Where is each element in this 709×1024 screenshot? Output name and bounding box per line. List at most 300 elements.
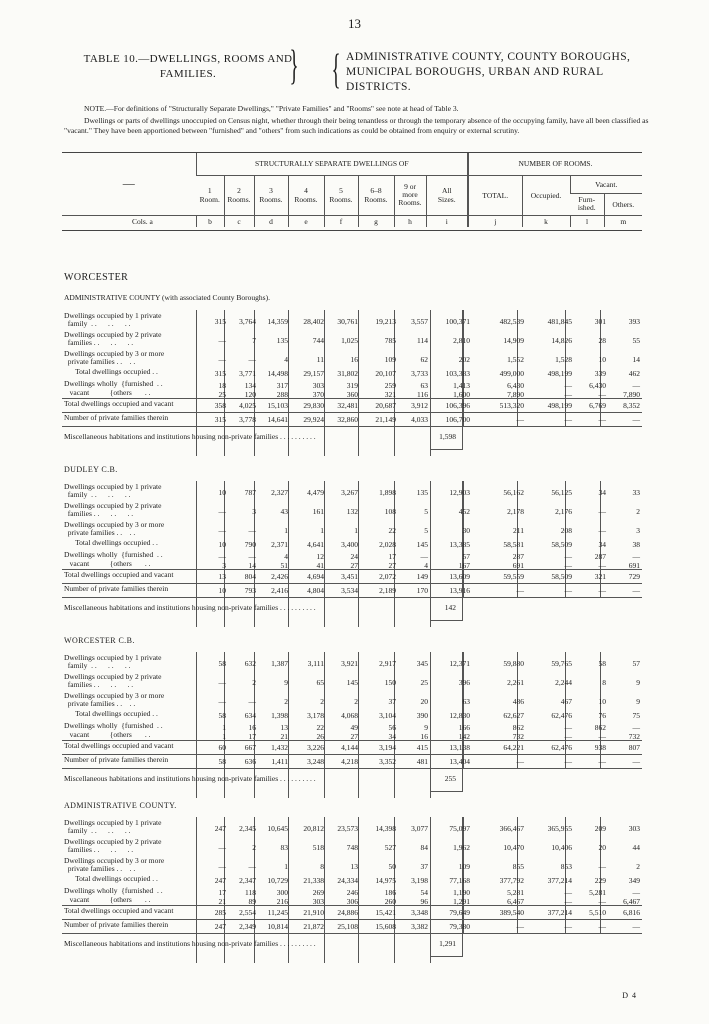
table-cell: — [218, 678, 226, 687]
table-cell: 58,509 [551, 572, 572, 581]
table-cell: 3,178 [307, 711, 324, 720]
table-row-private-families [62, 414, 642, 426]
table-cell: 358 [214, 401, 226, 410]
col-header-total: TOTAL. [468, 175, 522, 215]
table-cell: 10,470 [503, 843, 524, 852]
table-cell: 58 [218, 711, 226, 720]
table-cell: 20,687 [375, 401, 396, 410]
table-cell: 790 [244, 540, 256, 549]
row-label: Total dwellings occupied and vacant [64, 741, 174, 750]
row-label: Number of private families therein [64, 755, 169, 764]
col-header-occupied: Occupied. [522, 175, 570, 215]
table-cell: 3,248 [307, 757, 324, 766]
table-cell: 9 [424, 723, 428, 732]
table-subtitle-line-1: ADMINISTRATIVE COUNTY, COUNTY BOROUGHS, [346, 51, 631, 63]
table-cell: — [218, 552, 226, 561]
table-cell: 691 [628, 561, 640, 570]
table-row-one-family [62, 819, 642, 837]
table-cell: 56 [388, 723, 396, 732]
table-cell: 20 [420, 697, 428, 706]
col-letter: l [570, 215, 604, 227]
table-cell: 14 [632, 355, 640, 364]
table-cell: 2,917 [379, 659, 396, 668]
table-cell: — [564, 586, 572, 595]
row-label: Dwellings occupied by 2 private families . . . . . . [64, 672, 162, 690]
table-cell: 2,347 [239, 876, 256, 885]
table-cell: 390 [416, 711, 428, 720]
row-label: Dwellings occupied by 1 private family . . . . . . [64, 482, 162, 500]
misc-habitations-label: Miscellaneous habitations and institutions housing non-private families . . . . . . . . . . [64, 774, 316, 783]
table-cell: — [218, 526, 226, 535]
table-row-private-families [62, 921, 642, 933]
table-row-vacant-others [62, 896, 642, 905]
row-label: Dwellings wholly {furnished . . [64, 379, 163, 388]
row-label: Dwellings occupied by 1 private family . . . . . . [64, 311, 162, 329]
table-cell: — [632, 922, 640, 931]
table-cell: — [564, 888, 572, 897]
table-row-two-families [62, 673, 642, 691]
table-cell: 321 [594, 572, 606, 581]
table-cell: 211 [513, 526, 524, 535]
table-cell: 3,778 [239, 415, 256, 424]
table-cell: 3,921 [341, 659, 358, 668]
table-cell: 5 [424, 526, 428, 535]
col-letter: j [468, 215, 522, 227]
row-label: Total dwellings occupied and vacant [64, 570, 174, 579]
table-cell: 1,898 [379, 488, 396, 497]
col-letter: i [426, 215, 468, 227]
row-label: Dwellings occupied by 3 or more private families . . . . [64, 856, 165, 874]
table-cell: 21,338 [303, 876, 324, 885]
table-cell: 58 [218, 757, 226, 766]
table-cell: — [564, 757, 572, 766]
table-cell: 807 [628, 743, 640, 752]
note-line: NOTE.—For definitions of "Structurally Separate Dwellings," "Private Families" and "Rooms" see note at head of Table 3. [84, 104, 459, 113]
table-cell: 1 [320, 526, 324, 535]
row-label: Dwellings wholly {furnished . . [64, 550, 163, 559]
table-cell: 18 [218, 381, 226, 390]
table-cell: 3,400 [341, 540, 358, 549]
table-cell: 25 [218, 390, 226, 399]
table-cell: 16 [350, 355, 358, 364]
table-cell: 2,349 [239, 922, 256, 931]
misc-habitations-value: 1,291 [439, 939, 456, 948]
table-cell: 3,352 [379, 757, 396, 766]
table-cell: 76 [598, 711, 606, 720]
table-cell: 166 [458, 723, 470, 732]
table-cell: — [564, 922, 572, 931]
table-cell: 17 [218, 888, 226, 897]
table-cell: 44 [632, 843, 640, 852]
table-cell: 269 [312, 888, 324, 897]
cols-label: Cols. a [132, 216, 153, 226]
table-cell: 2,244 [555, 678, 572, 687]
row-label: Number of private families therein [64, 413, 169, 422]
table-cell: 21,910 [303, 908, 324, 917]
table-cell: 1,411 [271, 757, 288, 766]
table-cell: 12,903 [449, 488, 470, 497]
table-cell: 1 [222, 723, 226, 732]
row-rule [62, 426, 642, 427]
table-cell: 396 [458, 678, 470, 687]
table-cell: 319 [346, 381, 358, 390]
row-label: Dwellings occupied by 1 private family . . . . . . [64, 653, 162, 671]
table-cell: 58 [598, 659, 606, 668]
table-cell: 2 [252, 843, 256, 852]
table-cell: 377,792 [499, 876, 524, 885]
misc-habitations-value: 1,598 [439, 432, 456, 441]
table-cell: 1,600 [453, 390, 470, 399]
table-cell: 748 [346, 843, 358, 852]
table-cell: 50 [388, 862, 396, 871]
row-label: vacant {others . . [64, 895, 151, 904]
table-cell: 58,509 [551, 540, 572, 549]
table-row-three-plus-families [62, 857, 642, 875]
table-cell: 22 [316, 723, 324, 732]
col-letter: e [288, 215, 324, 227]
table-cell: 2 [252, 678, 256, 687]
table-cell: 20,812 [303, 824, 324, 833]
table-cell: 62,476 [551, 743, 572, 752]
table-cell: 498,199 [547, 369, 572, 378]
table-cell: 4,218 [341, 757, 358, 766]
table-cell: 30 [462, 526, 470, 535]
table-cell: 109 [384, 355, 396, 364]
table-cell: 11 [316, 355, 324, 364]
col-letter: m [604, 215, 642, 227]
table-cell: 209 [594, 824, 606, 833]
col-header-1-room: 1 Room. [199, 186, 220, 204]
county-heading: WORCESTER [64, 272, 129, 283]
table-cell: 2,028 [379, 540, 396, 549]
table-cell: 938 [594, 743, 606, 752]
table-cell: 54 [420, 888, 428, 897]
col-header-9-more-rooms: 9 or more Rooms. [394, 175, 426, 215]
table-cell: 14,826 [551, 336, 572, 345]
table-cell: 10 [598, 697, 606, 706]
section-name-dudley: DUDLEY C.B. [64, 465, 118, 474]
table-cell: 170 [416, 586, 428, 595]
table-cell: 3,912 [411, 401, 428, 410]
table-cell: — [598, 732, 606, 741]
table-cell: 6,816 [623, 908, 640, 917]
table-cell: 7,890 [623, 390, 640, 399]
table-cell: 303 [312, 897, 324, 906]
table-cell: 6,430 [507, 381, 524, 390]
table-cell: 1,528 [555, 355, 572, 364]
table-cell: 63 [420, 381, 428, 390]
col-letter: k [522, 215, 570, 227]
row-label: Number of private families therein [64, 584, 169, 593]
table-cell: 15,103 [267, 401, 288, 410]
table-row-total-all [62, 742, 642, 754]
table-cell: — [564, 897, 572, 906]
col-letter: b [196, 215, 224, 227]
table-cell: — [420, 552, 428, 561]
table-cell: 21 [280, 732, 288, 741]
table-cell: — [598, 507, 606, 516]
table-cell: 22 [388, 526, 396, 535]
col-header-2-rooms: 2 Rooms. [224, 175, 254, 215]
table-cell: 135 [276, 336, 288, 345]
table-cell: 16 [420, 732, 428, 741]
table-cell: 732 [512, 732, 524, 741]
table-cell: 415 [416, 743, 428, 752]
table-cell: 366,467 [499, 824, 524, 833]
table-cell: 29,924 [303, 415, 324, 424]
table-row-three-plus-families [62, 521, 642, 539]
table-cell: 3,194 [379, 743, 396, 752]
table-cell: 31,802 [337, 369, 358, 378]
table-cell: — [632, 888, 640, 897]
table-cell: 15,608 [375, 922, 396, 931]
table-cell: 4 [284, 355, 288, 364]
table-cell: 4,033 [411, 415, 428, 424]
table-cell: 9 [636, 697, 640, 706]
table-cell: 25 [420, 678, 428, 687]
table-cell: 43 [280, 507, 288, 516]
table-cell: 6,467 [623, 897, 640, 906]
table-cell: 118 [245, 888, 256, 897]
col-header-3-rooms: 3 Rooms. [254, 175, 288, 215]
table-cell: 145 [416, 540, 428, 549]
table-cell: 49 [350, 723, 358, 732]
table-cell: 51 [280, 561, 288, 570]
table-cell: — [218, 843, 226, 852]
table-cell: 17 [388, 552, 396, 561]
table-cell: — [564, 552, 572, 561]
table-cell: — [598, 561, 606, 570]
table-subtitle-line-3: DISTRICTS. [346, 81, 412, 93]
table-cell: 467 [560, 697, 572, 706]
table-cell: 56,162 [503, 488, 524, 497]
table-row-vacant-others [62, 389, 642, 398]
table-cell: 287 [594, 552, 606, 561]
table-cell: 3,764 [239, 317, 256, 326]
table-cell: 216 [276, 897, 288, 906]
table-cell: 57 [462, 552, 470, 561]
table-cell: 11,245 [267, 908, 288, 917]
table-cell: 2,810 [453, 336, 470, 345]
header-bottom-rule [62, 230, 642, 231]
table-cell: 10,814 [267, 922, 288, 931]
table-row-one-family [62, 654, 642, 672]
table-cell: 65 [316, 678, 324, 687]
rooms-group-header: NUMBER OF ROOMS. [468, 153, 642, 175]
table-cell: 27 [350, 732, 358, 741]
table-cell: — [564, 723, 572, 732]
row-label: Dwellings occupied by 3 or more private families . . . . [64, 691, 165, 709]
table-cell: 3,111 [307, 659, 324, 668]
table-cell: 10 [598, 355, 606, 364]
table-cell: — [516, 586, 524, 595]
table-subtitle-line-2: MUNICIPAL BOROUGHS, URBAN AND RURAL [346, 66, 604, 78]
table-cell: 365,955 [547, 824, 572, 833]
table-cell: 3,348 [411, 908, 428, 917]
table-cell: 3,382 [411, 922, 428, 931]
table-cell: 114 [417, 336, 428, 345]
col-header-6-8-rooms: 6–8 Rooms. [358, 175, 394, 215]
table-cell: 23,573 [337, 824, 358, 833]
table-cell: 259 [384, 381, 396, 390]
table-cell: 59,559 [503, 572, 524, 581]
table-cell: — [632, 586, 640, 595]
table-cell: 75 [632, 711, 640, 720]
table-cell: 150 [384, 678, 396, 687]
table-cell: 315 [214, 369, 226, 378]
table-cell: 498,199 [547, 401, 572, 410]
table-cell: 6,467 [507, 897, 524, 906]
table-cell: — [598, 897, 606, 906]
table-row-total-occupied [62, 875, 642, 886]
table-cell: 32,481 [337, 401, 358, 410]
table-cell: 7 [252, 336, 256, 345]
table-cell: 303 [312, 381, 324, 390]
row-label: Dwellings occupied by 2 private families . . . . . . [64, 330, 162, 348]
table-cell: 4,641 [307, 540, 324, 549]
table-cell: — [598, 862, 606, 871]
table-cell: 667 [244, 743, 256, 752]
col-letter: c [224, 215, 254, 227]
table-cell: 32,860 [337, 415, 358, 424]
table-cell: 9 [284, 678, 288, 687]
table-cell: — [248, 862, 256, 871]
table-cell: 2,072 [379, 572, 396, 581]
table-cell: 4,479 [307, 488, 324, 497]
table-row-total-occupied [62, 539, 642, 550]
table-cell: 481,845 [547, 317, 572, 326]
row-label: Total dwellings occupied and vacant [64, 399, 174, 408]
table-cell: 14 [248, 561, 256, 570]
table-cell: 13,916 [449, 586, 470, 595]
table-cell: 28 [598, 336, 606, 345]
row-label: vacant {others . . [64, 730, 151, 739]
table-cell: — [248, 526, 256, 535]
table-cell: 17 [248, 732, 256, 741]
table-row-two-families [62, 502, 642, 520]
table-cell: — [632, 723, 640, 732]
table-cell: — [218, 862, 226, 871]
table-cell: 3,226 [307, 743, 324, 752]
table-cell: 1,413 [453, 381, 470, 390]
table-cell: — [516, 922, 524, 931]
table-cell: 285 [214, 908, 226, 917]
table-cell: — [218, 507, 226, 516]
table-cell: — [248, 552, 256, 561]
table-cell: 360 [346, 390, 358, 399]
table-title [70, 52, 306, 82]
table-cell: 370 [312, 390, 324, 399]
table-cell: 247 [214, 824, 226, 833]
table-cell: 62,476 [551, 711, 572, 720]
column-header [62, 153, 642, 227]
table-row-total-occupied [62, 368, 642, 379]
table-cell: 2 [284, 697, 288, 706]
table-cell: 3 [252, 507, 256, 516]
table-row-one-family [62, 483, 642, 501]
table-cell: 106,700 [445, 415, 470, 424]
table-cell: 3,557 [411, 317, 428, 326]
section-block [62, 652, 642, 802]
table-cell: 19,213 [375, 317, 396, 326]
table-row-total-all [62, 400, 642, 412]
table-cell: 20,107 [375, 369, 396, 378]
table-cell: 3,733 [411, 369, 428, 378]
misc-habitations-label: Miscellaneous habitations and institutions housing non-private families . . . . . . . . . . [64, 603, 316, 612]
table-cell: 303 [628, 824, 640, 833]
table-cell: 57 [632, 659, 640, 668]
table-cell: 77,168 [449, 876, 470, 885]
table-cell: 21 [218, 897, 226, 906]
table-cell: 34 [598, 540, 606, 549]
table-cell: 2,426 [271, 572, 288, 581]
table-cell: 1 [222, 732, 226, 741]
table-cell: 37 [388, 697, 396, 706]
table-cell: 100,371 [445, 317, 470, 326]
row-label: Total dwellings occupied . . [64, 367, 158, 376]
table-row-total-all [62, 907, 642, 919]
table-cell: 6,430 [589, 381, 606, 390]
table-cell: 161 [312, 507, 324, 516]
table-cell: 349 [628, 876, 640, 885]
brace-left-icon: { [331, 47, 341, 93]
table-cell: 10,729 [267, 876, 288, 885]
row-label: vacant {others . . [64, 559, 151, 568]
row-label: Dwellings occupied by 2 private families . . . . . . [64, 501, 162, 519]
row-label: Total dwellings occupied . . [64, 538, 158, 547]
table-cell: 21,149 [375, 415, 396, 424]
table-cell: 14,359 [267, 317, 288, 326]
table-row-private-families [62, 756, 642, 768]
table-cell: 7,890 [507, 390, 524, 399]
table-cell: 3 [222, 561, 226, 570]
table-cell: 4 [424, 561, 428, 570]
table-cell: 317 [276, 381, 288, 390]
table-cell: — [218, 355, 226, 364]
table-cell: 15,421 [375, 908, 396, 917]
table-cell: 482,539 [499, 317, 524, 326]
table-cell: 134 [244, 381, 256, 390]
table-cell: 787 [244, 488, 256, 497]
table-cell: 301 [594, 317, 606, 326]
table-cell: 20 [598, 843, 606, 852]
table-cell: 345 [416, 659, 428, 668]
table-cell: — [598, 757, 606, 766]
table-cell: 315 [214, 415, 226, 424]
table-cell: 393 [628, 317, 640, 326]
table-cell: 2,189 [379, 586, 396, 595]
table-cell: 300 [276, 888, 288, 897]
table-cell: 116 [417, 390, 428, 399]
row-label: Dwellings occupied by 3 or more private families . . . . [64, 520, 165, 538]
table-cell: 855 [512, 862, 524, 871]
table-cell: — [564, 732, 572, 741]
table-cell: 58,581 [503, 540, 524, 549]
table-cell: 1,025 [341, 336, 358, 345]
table-cell: 246 [346, 888, 358, 897]
table-cell: 135 [416, 488, 428, 497]
table-cell: — [598, 415, 606, 424]
brace-right-icon: } [289, 43, 299, 89]
table-cell: 804 [244, 572, 256, 581]
table-subtitle [340, 50, 640, 95]
col-header-all-sizes: All Sizes. [426, 175, 468, 215]
col-letter: d [254, 215, 288, 227]
table-cell: 486 [512, 697, 524, 706]
table-cell: 2 [636, 507, 640, 516]
stub-header: — [122, 176, 135, 191]
table-cell: — [516, 757, 524, 766]
